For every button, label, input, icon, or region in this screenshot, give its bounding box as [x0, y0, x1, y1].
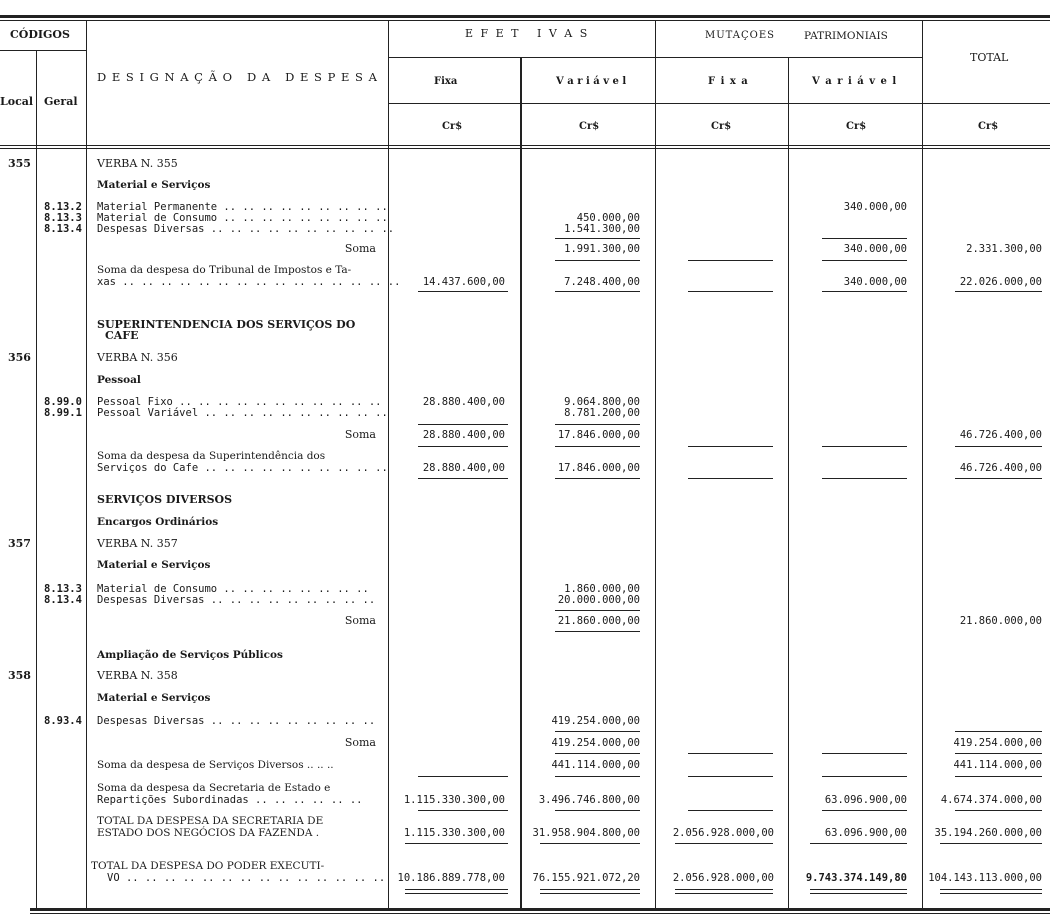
row-desc-line2: Repartições Subordinadas .. .. .. .. .. ..: [97, 794, 363, 806]
cell-efet-fixa: 1.115.330.300,00: [403, 794, 505, 806]
row-desc: Material de Consumo .. .. .. .. .. .. .. .. ..: [97, 212, 388, 224]
cell-efet-variavel: 76.155.921.072,20: [532, 872, 640, 884]
sum-rule: [940, 843, 1042, 844]
section-label: Material e Serviços: [97, 179, 211, 191]
soma-label: Soma: [344, 242, 376, 255]
sum-rule: [555, 238, 640, 239]
final-rule: [675, 893, 773, 894]
sum-rule: [405, 843, 508, 844]
cell-efet-fixa: 10.186.889.778,00: [397, 872, 505, 884]
section-label: Encargos Ordinários: [97, 516, 219, 528]
sum-rule: [555, 291, 640, 292]
sum-rule: [955, 446, 1042, 447]
row-desc: Pessoal Fixo .. .. .. .. .. .. .. .. .. .. ..: [97, 396, 382, 408]
sum-rule: [955, 291, 1042, 292]
cell-mut-fixa: 2.056.928.000,00: [672, 827, 774, 839]
total-desc-line1: TOTAL DA DESPESA DO PODER EXECUTI-: [91, 860, 325, 872]
cell-efet-variavel: 1.991.300,00: [564, 243, 640, 255]
cell-efet-fixa: 28.880.400,00: [422, 462, 505, 474]
cell-total: 419.254.000,00: [953, 737, 1042, 749]
sum-rule: [418, 446, 508, 447]
sum-rule: [675, 843, 773, 844]
sum-rule: [822, 478, 907, 479]
sum-rule: [688, 260, 773, 261]
cell-total: 46.726.400,00: [959, 462, 1042, 474]
cell-efet-variavel: 20.000.000,00: [557, 594, 640, 606]
geral-code: 8.99.1: [44, 407, 82, 419]
total-desc-line2: ESTADO DOS NEGÓCIOS DA FAZENDA .: [97, 827, 320, 839]
cell-total: 4.674.374.000,00: [940, 794, 1042, 806]
geral-code: 8.13.3: [44, 212, 82, 224]
cr-rule: [388, 103, 1050, 104]
header-designacao: D E S I G N A Ç Ã O D A D E S P E S A: [97, 70, 378, 84]
cell-total: 21.860.000,00: [959, 615, 1042, 627]
header-variavel-1: V a r i á v e l: [556, 76, 627, 87]
final-rule: [940, 893, 1042, 894]
sum-rule: [955, 753, 1042, 754]
cell-mut-variavel: 63.096.900,00: [824, 794, 907, 806]
top-rule: [0, 15, 1050, 18]
final-rule: [810, 893, 907, 894]
final-rule: [540, 889, 640, 890]
sum-rule: [822, 810, 907, 811]
geral-code: 8.13.4: [44, 223, 82, 235]
top-rule-2: [0, 20, 1050, 21]
row-desc: Material Permanente .. .. .. .. .. .. .. .. ..: [97, 201, 388, 213]
sum-rule: [688, 478, 773, 479]
geral-code: 8.13.3: [44, 583, 82, 595]
header-bottom-rule: [0, 145, 1050, 146]
cell-total: 104.143.113.000,00: [928, 872, 1042, 884]
cell-mut-variavel: 340.000,00: [843, 243, 907, 255]
sum-rule: [822, 446, 907, 447]
header-fixa-2: F i x a: [708, 76, 749, 87]
cell-mut-variavel: 340.000,00: [843, 276, 907, 288]
sum-rule: [555, 810, 640, 811]
header-mutacoes: MUTAÇOES: [705, 30, 776, 41]
sum-rule: [955, 776, 1042, 777]
local-code: 358: [8, 669, 31, 682]
row-desc-line2: Serviços do Cafe .. .. .. .. .. .. .. .. .. ..: [97, 462, 388, 474]
sum-rule: [418, 291, 508, 292]
sum-rule: [555, 260, 640, 261]
header-cr-3: Cr$: [711, 121, 732, 132]
verba-label: VERBA N. 357: [97, 537, 178, 550]
cell-total: 441.114.000,00: [953, 759, 1042, 771]
section-label: Material e Serviços: [97, 692, 211, 704]
header-total: TOTAL: [970, 51, 1009, 64]
local-code: 357: [8, 537, 31, 550]
sum-rule: [418, 810, 508, 811]
sum-rule: [540, 843, 640, 844]
sum-rule: [688, 776, 773, 777]
row-desc: Material de Consumo .. .. .. .. .. .. .. ..: [97, 583, 369, 595]
soma-label: Soma: [344, 614, 376, 627]
section-label: Ampliação de Serviços Públicos: [97, 649, 283, 661]
cell-efet-fixa: 28.880.400,00: [422, 429, 505, 441]
cell-total: 35.194.260.000,00: [934, 827, 1042, 839]
sum-rule: [822, 260, 907, 261]
sum-rule: [810, 843, 907, 844]
section-label: Pessoal: [97, 374, 141, 386]
cell-efet-variavel: 7.248.400,00: [564, 276, 640, 288]
final-rule: [675, 889, 773, 890]
cell-total: 2.331.300,00: [966, 243, 1042, 255]
cell-efet-variavel: 31.958.904.800,00: [532, 827, 640, 839]
cell-efet-variavel: 450.000,00: [576, 212, 640, 224]
cell-efet-variavel: 17.846.000,00: [557, 429, 640, 441]
final-rule: [810, 889, 907, 890]
local-code: 356: [8, 351, 31, 364]
local-code: 355: [8, 157, 31, 170]
row-desc-line2: xas .. .. .. .. .. .. .. .. .. .. .. .. .. .. ..: [97, 276, 401, 288]
col-sep-geral: [86, 20, 87, 910]
bottom-rule-2: [30, 913, 1050, 914]
header-local: Local: [0, 95, 34, 108]
sum-rule: [688, 810, 773, 811]
section-title-line1: SUPERINTENDENCIA DOS SERVIÇOS DO: [97, 318, 356, 331]
header-codigos: CÓDIGOS: [10, 28, 70, 41]
cell-efet-fixa: 28.880.400,00: [422, 396, 505, 408]
codigos-rule: [0, 50, 86, 51]
section-label: Material e Serviços: [97, 559, 211, 571]
row-desc: Pessoal Variável .. .. .. .. .. .. .. .. .. ..: [97, 407, 388, 419]
soma-label: Soma: [344, 428, 376, 441]
soma-label: Soma: [344, 736, 376, 749]
sum-rule: [688, 753, 773, 754]
row-desc-line1: Soma da despesa da Secretaria de Estado e: [97, 782, 331, 794]
sum-rule: [555, 478, 640, 479]
verba-label: VERBA N. 358: [97, 669, 178, 682]
header-fixa-1: Fixa: [434, 76, 458, 87]
section-title-line2: CAFE: [105, 329, 139, 342]
row-desc: Despesas Diversas .. .. .. .. .. .. .. .. .. ..: [97, 223, 395, 235]
cell-efet-fixa: 14.437.600,00: [422, 276, 505, 288]
cell-mut-variavel: 63.096.900,00: [824, 827, 907, 839]
cell-efet-variavel: 9.064.800,00: [564, 396, 640, 408]
final-rule: [940, 889, 1042, 890]
header-patrimoniais: PATRIMONIAIS: [804, 30, 888, 42]
sum-rule: [418, 424, 508, 425]
sum-rule: [688, 291, 773, 292]
sum-rule: [822, 291, 907, 292]
col-sep-fixa: [520, 57, 522, 910]
verba-label: VERBA N. 356: [97, 351, 178, 364]
total-desc-line2: VO .. .. .. .. .. .. .. .. .. .. .. .. .. ..: [107, 872, 386, 884]
sum-rule: [822, 753, 907, 754]
geral-code: 8.13.2: [44, 201, 82, 213]
sum-rule: [418, 478, 508, 479]
sum-rule: [555, 631, 640, 632]
header-cr-1: Cr$: [442, 121, 463, 132]
cell-efet-variavel: 3.496.746.800,00: [538, 794, 640, 806]
row-desc-line1: Soma da despesa do Tribunal de Impostos e Ta-: [97, 264, 352, 276]
cell-efet-fixa: 1.115.330.300,00: [403, 827, 505, 839]
sum-rule: [955, 731, 1042, 732]
cell-mut-fixa: 2.056.928.000,00: [672, 872, 774, 884]
col-sep-local: [36, 50, 37, 910]
cell-efet-variavel: 1.541.300,00: [564, 223, 640, 235]
row-desc-line1: Soma da despesa da Superintendência dos: [97, 450, 326, 462]
total-desc-line1: TOTAL DA DESPESA DA SECRETARIA DE: [97, 815, 324, 827]
cell-mut-variavel: 9.743.374.149,80: [805, 872, 907, 884]
col-sep-desc: [388, 20, 389, 910]
cell-efet-variavel: 8.781.200,00: [564, 407, 640, 419]
sum-rule: [955, 810, 1042, 811]
sum-rule: [555, 610, 640, 611]
header-bottom-rule-2: [0, 148, 1050, 149]
row-desc: Despesas Diversas .. .. .. .. .. .. .. .. ..: [97, 594, 376, 606]
row-desc: Soma da despesa de Serviços Diversos .. .. ..: [97, 759, 334, 771]
sum-rule: [555, 446, 640, 447]
cell-efet-variavel: 1.860.000,00: [564, 583, 640, 595]
cell-mut-variavel: 340.000,00: [843, 201, 907, 213]
sum-rule: [955, 478, 1042, 479]
sum-rule: [822, 238, 907, 239]
cell-efet-variavel: 17.846.000,00: [557, 462, 640, 474]
cell-efet-variavel: 441.114.000,00: [551, 759, 640, 771]
sum-rule: [555, 424, 640, 425]
row-desc: Despesas Diversas .. .. .. .. .. .. .. .. ..: [97, 715, 376, 727]
cell-total: 46.726.400,00: [959, 429, 1042, 441]
bottom-rule: [30, 908, 1050, 911]
cell-total: 22.026.000,00: [959, 276, 1042, 288]
sum-rule: [555, 731, 640, 732]
verba-label: VERBA N. 355: [97, 157, 178, 170]
sum-rule: [822, 776, 907, 777]
cell-efet-variavel: 419.254.000,00: [551, 737, 640, 749]
header-cr-2: Cr$: [579, 121, 600, 132]
geral-code: 8.99.0: [44, 396, 82, 408]
sum-rule: [688, 446, 773, 447]
cell-efet-variavel: 21.860.000,00: [557, 615, 640, 627]
col-sep-total: [922, 20, 923, 910]
geral-code: 8.93.4: [44, 715, 82, 727]
final-rule: [405, 893, 508, 894]
sum-rule: [555, 776, 640, 777]
geral-code: 8.13.4: [44, 594, 82, 606]
final-rule: [540, 893, 640, 894]
final-rule: [405, 889, 508, 890]
header-cr-5: Cr$: [978, 121, 999, 132]
cell-efet-variavel: 419.254.000,00: [551, 715, 640, 727]
header-efetivas: E F E T I V A S: [465, 27, 590, 40]
col-sep-mut-fixa: [788, 57, 789, 910]
header-variavel-2: V a r i á v e l: [812, 76, 898, 87]
sum-rule: [418, 776, 508, 777]
header-cr-4: Cr$: [846, 121, 867, 132]
sum-rule: [555, 753, 640, 754]
col-sep-variavel: [655, 20, 656, 910]
header-geral: Geral: [44, 95, 78, 108]
section-title: SERVIÇOS DIVERSOS: [97, 493, 233, 506]
